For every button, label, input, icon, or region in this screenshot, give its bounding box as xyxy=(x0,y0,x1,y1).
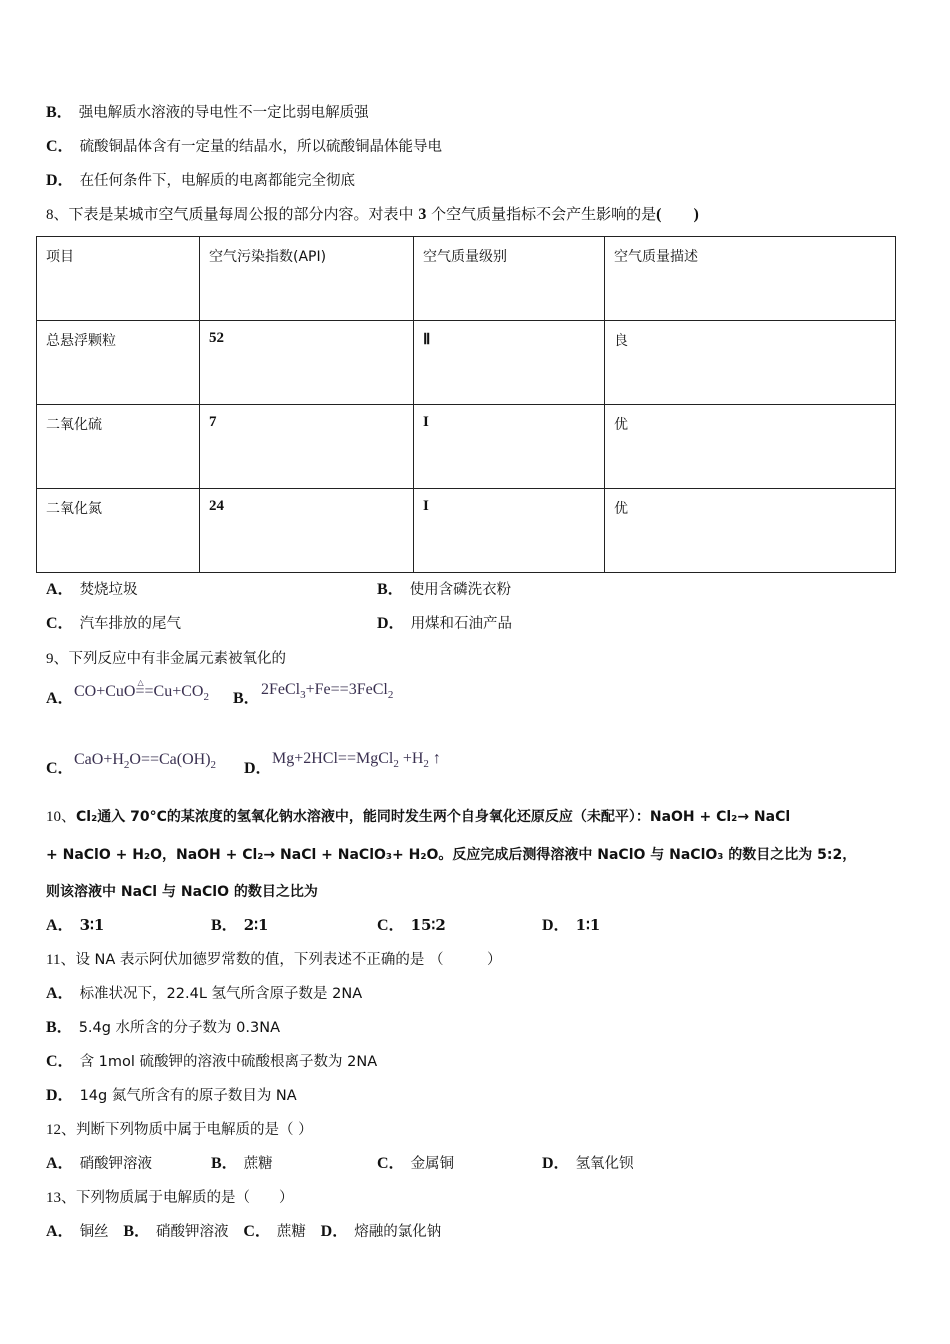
q12-option-c: C． 金属铜 xyxy=(377,1155,455,1172)
q7-option-b: B． 强电解质水溶液的导电性不一定比弱电解质强 xyxy=(46,104,369,121)
table-cell: 二氧化硫 xyxy=(37,405,200,489)
q9-equation-d: Mg+2HCl==MgCl$_2$ $+H_2$ ↑ xyxy=(272,750,441,771)
table-row xyxy=(37,321,896,405)
table-row xyxy=(37,405,896,489)
table-cell: 52 xyxy=(200,321,414,405)
table-cell: I xyxy=(414,489,605,573)
q11-stem: 11、设 NA 表示阿伏加德罗常数的值，下列表述不正确的是 （ ） xyxy=(46,952,502,968)
q13-options xyxy=(46,1221,441,1242)
table-cell: Ⅱ xyxy=(414,321,605,405)
table-header-cell: 空气质量级别 xyxy=(414,237,605,321)
table-cell: 优 xyxy=(605,489,896,573)
table-header-cell: 空气质量描述 xyxy=(605,237,896,321)
q8-option-b: B． 使用含磷洗衣粉 xyxy=(377,581,512,598)
q11-option-d: D． 14g 氮气所含有的原子数目为 NA xyxy=(46,1087,297,1104)
q9-option-c: C． xyxy=(46,760,74,777)
q7-option-c: C． 硫酸铜晶体含有一定量的结晶水，所以硫酸铜晶体能导电 xyxy=(46,138,443,155)
q7-option-d: D． 在任何条件下，电解质的电离都能完全彻底 xyxy=(46,172,356,189)
table-cell: 二氧化氮 xyxy=(37,489,200,573)
table-cell: 24 xyxy=(200,489,414,573)
q13-stem: 13、下列物质属于电解质的是（ ） xyxy=(46,1190,294,1206)
q8-option-c: C． 汽车排放的尾气 xyxy=(46,615,182,632)
q10-option-a: A． 3∶1 xyxy=(46,916,105,934)
table-row xyxy=(37,489,896,573)
q13-option-c: C． 蔗糖 xyxy=(243,1223,306,1240)
q9-option-a: A． xyxy=(46,690,74,707)
q13-option-b: B． 硝酸钾溶液 xyxy=(123,1223,229,1240)
q9-option-b: B． xyxy=(233,690,260,707)
table-cell: 总悬浮颗粒 xyxy=(37,321,200,405)
q12-stem: 12、判断下列物质中属于电解质的是（ ） xyxy=(46,1122,313,1138)
q12-option-a: A． 硝酸钾溶液 xyxy=(46,1155,153,1172)
table-cell: 7 xyxy=(200,405,414,489)
q10-option-b: B． 2∶1 xyxy=(211,916,269,934)
q10-stem-line-3: 则该溶液中 NaCl 与 NaClO 的数目之比为 xyxy=(46,884,318,900)
q8-option-a: A． 焚烧垃圾 xyxy=(46,581,138,598)
table-cell: I xyxy=(414,405,605,489)
q10-option-c: C． 15∶2 xyxy=(377,916,446,934)
q10-stem-line-1: 10、Cl₂通入 70°C的某浓度的氢氧化钠水溶液中，能同时发生两个自身氧化还原反应（未配平）：NaOH + Cl₂→ NaCl xyxy=(46,809,791,825)
q13-option-d: D． 熔融的氯化钠 xyxy=(320,1223,442,1240)
table-header-cell: 项目 xyxy=(37,237,200,321)
table-header-cell: 空气污染指数(API) xyxy=(200,237,414,321)
table-cell: 良 xyxy=(605,321,896,405)
q9-equation-c: $CaO+H_2O==Ca(OH)_2$ xyxy=(74,751,217,772)
q9-option-d: D． xyxy=(244,760,272,777)
q12-option-b: B． 蔗糖 xyxy=(211,1155,273,1172)
table-cell: 优 xyxy=(605,405,896,489)
q8-option-d: D． 用煤和石油产品 xyxy=(377,615,513,632)
q12-option-d: D． 氢氧化钡 xyxy=(542,1155,634,1172)
q11-option-b: B． 5.4g 水所含的分子数为 0.3NA xyxy=(46,1019,280,1036)
q11-option-c: C． 含 1mol 硫酸钾的溶液中硫酸根离子数为 2NA xyxy=(46,1053,378,1070)
q13-option-a: A． 铜丝 xyxy=(46,1223,109,1240)
q11-option-a: A． 标准状况下，22.4L 氢气所含原子数是 2NA xyxy=(46,985,363,1002)
table-header-row xyxy=(37,237,896,321)
air-quality-table xyxy=(36,236,896,573)
q10-stem-line-2: + NaClO + H₂O，NaOH + Cl₂→ NaCl + NaClO₃+ H₂O。反应完成后测得溶液中 NaClO 与 NaClO₃ 的数目之比为 5:2， xyxy=(46,847,857,863)
q9-stem: 9、下列反应中有非金属元素被氧化的 xyxy=(46,651,287,667)
q10-option-d: D． 1∶1 xyxy=(542,916,601,934)
q9-equation-b: 2FeCl$_3$+Fe==3FeCl$_2$ xyxy=(261,681,394,702)
q8-stem: 8、下表是某城市空气质量每周公报的部分内容。对表中 3 个空气质量指标不会产生影响的是( ) xyxy=(46,205,699,223)
q9-equation-a: CO+CuO△ $==Cu+CO_2$ xyxy=(74,682,209,707)
